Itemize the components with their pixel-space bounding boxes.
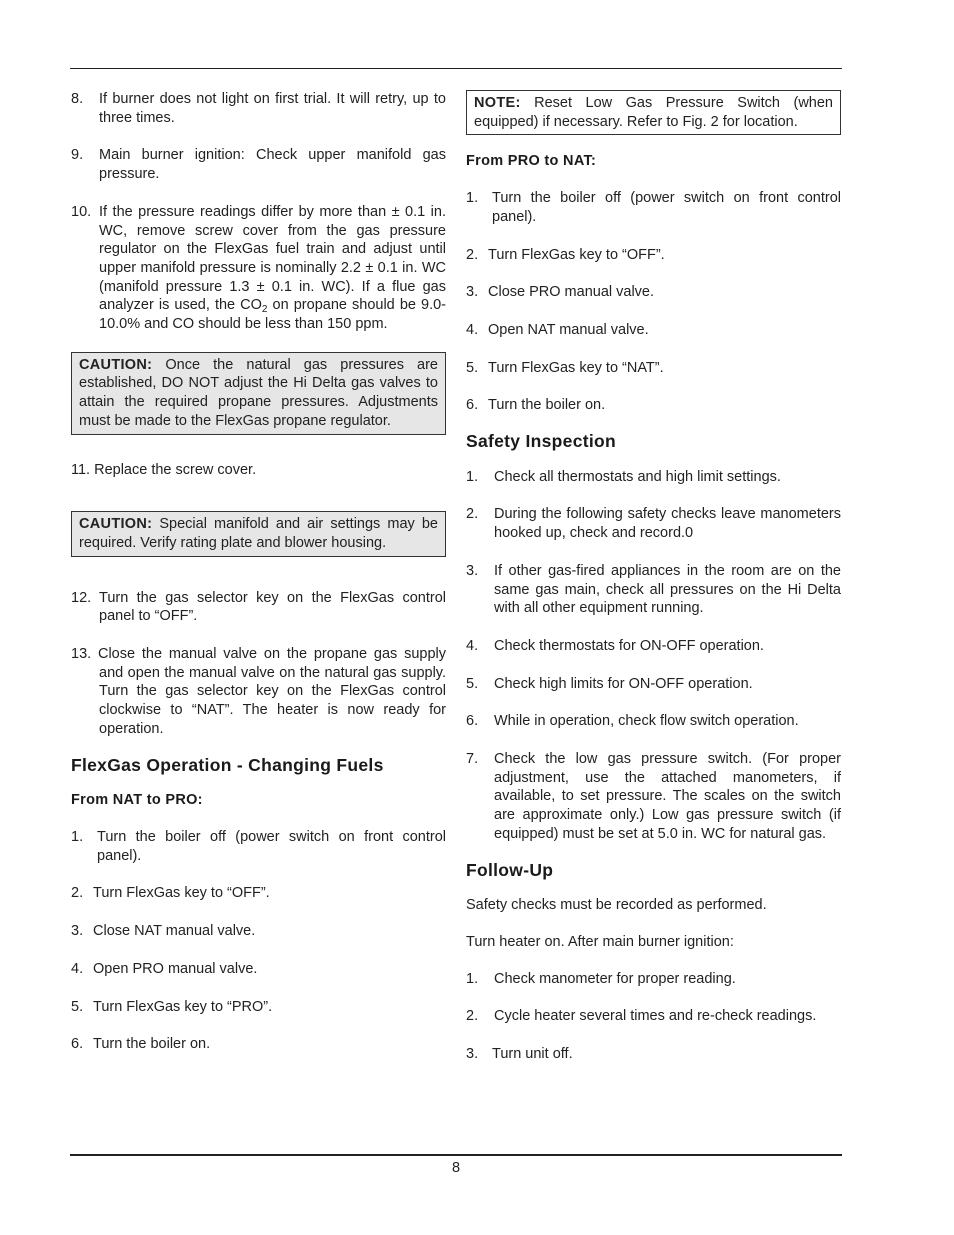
follow-up-paragraph: Safety checks must be recorded as performed.: [466, 897, 767, 914]
top-rule: [70, 68, 842, 69]
note-text: Reset Low Gas Pressure Switch (when equipped) if necessary. Refer to Fig. 2 for location.: [474, 95, 833, 130]
caution-text: Once the natural gas pressures are established, DO NOT adjust the Hi Delta gas valves to attain the required propane pressures. Adjustments must be made to the FlexGas propane regulator.: [79, 356, 438, 429]
follow-up-heading: Follow-Up: [466, 859, 554, 880]
nat-to-pro-step: 2. Turn FlexGas key to “OFF”.: [71, 885, 270, 902]
pro-to-nat-step: 6. Turn the boiler on.: [466, 397, 606, 414]
note-box: [466, 90, 841, 135]
safety-step: 1. Check all thermostats and high limit settings.: [466, 468, 781, 485]
safety-inspection-heading: Safety Inspection: [466, 431, 616, 452]
note-label: NOTE:: [474, 95, 521, 111]
step-9: 9. Main burner ignition: Check upper manifold gas pressure.: [71, 147, 446, 183]
pro-to-nat-step: 3. Close PRO manual valve.: [466, 284, 655, 301]
pro-to-nat-step: 2. Turn FlexGas key to “OFF”.: [466, 246, 665, 263]
safety-step: 4. Check thermostats for ON-OFF operation.: [466, 637, 764, 654]
caution-box-1: [71, 352, 446, 435]
caution-box-2: [71, 511, 446, 556]
page-number: 8: [451, 1160, 461, 1176]
caution-text: Special manifold and air settings may be required. Verify rating plate and blower housing.: [79, 516, 438, 551]
follow-up-paragraph: Turn heater on. After main burner ignition:: [466, 933, 734, 950]
follow-up-step: 2. Cycle heater several times and re-check readings.: [466, 1008, 817, 1025]
safety-step: 2. During the following safety checks leave manometers hooked up, check and record.0: [466, 506, 841, 542]
flexgas-heading: FlexGas Operation - Changing Fuels: [71, 754, 384, 775]
nat-to-pro-step: 4. Open PRO manual valve.: [71, 960, 258, 977]
pro-to-nat-step: 4. Open NAT manual valve.: [466, 321, 649, 338]
left-column: [71, 88, 446, 1054]
right-column: [466, 88, 841, 1064]
nat-to-pro-step: 6. Turn the boiler on.: [71, 1036, 211, 1053]
step-12: 12. Turn the gas selector key on the FlexGas control panel to “OFF”.: [71, 589, 446, 625]
caution-label: CAUTION:: [79, 516, 153, 533]
step-11: 11. Replace the screw cover.: [71, 461, 257, 478]
follow-up-step: 3. Turn unit off.: [466, 1046, 573, 1063]
co2-subscript: 2: [261, 304, 268, 316]
safety-step: 5. Check high limits for ON-OFF operation.: [466, 675, 753, 692]
nat-to-pro-step: 5. Turn FlexGas key to “PRO”.: [71, 998, 273, 1015]
follow-up-step: 1. Check manometer for proper reading.: [466, 970, 736, 987]
step-13: 13. Close the manual valve on the propane gas supply and open the manual valve on the natural gas supply. Turn the gas selector key on the FlexGas control clockwise to “NAT”. The heater is now ready for operation.: [71, 646, 446, 737]
step-10-text-b: on propane should be 9.0-10.0% and CO should be less than 150 ppm.: [99, 297, 446, 333]
step-8: 8. If burner does not light on first trial. It will retry, up to three times.: [71, 91, 446, 126]
nat-to-pro-step: 3. Close NAT manual valve.: [71, 923, 256, 940]
pro-to-nat-heading: From PRO to NAT:: [466, 153, 597, 170]
safety-step: 6. While in operation, check flow switch operation.: [466, 713, 799, 730]
bottom-rule: [70, 1154, 842, 1156]
step-10: 10. If the pressure readings differ by more than ± 0.1 in. WC, remove screw cover from the gas pressure regulator on the FlexGas fuel train and adjust until upper manifold pressure is nominally 2.2 ± 0.1 in. WC (manifold pressure 1.3 ± 0.1 in. WC). If a flue gas analyzer is used, the $CO_2$ on propane should be 9.0-10.0% and CO should be less than 150 ppm.: [71, 203, 446, 333]
safety-step: 7. Check the low gas pressure switch. (For proper adjustment, use the attached manometers, if available, to set pressure. The scales on the switch are approximate only.) Low gas pressure switch (if equipped) must be set at 5.0 in. WC for natural gas.: [466, 751, 841, 842]
pro-to-nat-step: 5. Turn FlexGas key to “NAT”.: [466, 359, 664, 376]
safety-step: 3. If other gas-fired appliances in the room are on the same gas main, check all pressures on the Hi Delta with all other equipment running.: [466, 562, 841, 617]
pro-to-nat-step: 1. Turn the boiler off (power switch on front control panel).: [466, 190, 841, 225]
nat-to-pro-heading: From NAT to PRO:: [71, 792, 203, 809]
nat-to-pro-step: 1. Turn the boiler off (power switch on front control panel).: [71, 828, 446, 864]
caution-label: CAUTION:: [79, 356, 153, 373]
step-10-text-a: If the pressure readings differ by more than ± 0.1 in. WC, remove screw cover from the gas pressure regulator on the FlexGas fuel train and adjust until upper manifold pressure is nominally 2.2 ± 0.1 in. WC (manifold pressure 1.3 ± 0.1 in. WC). If a flue gas analyzer is used, the CO: [99, 203, 446, 314]
